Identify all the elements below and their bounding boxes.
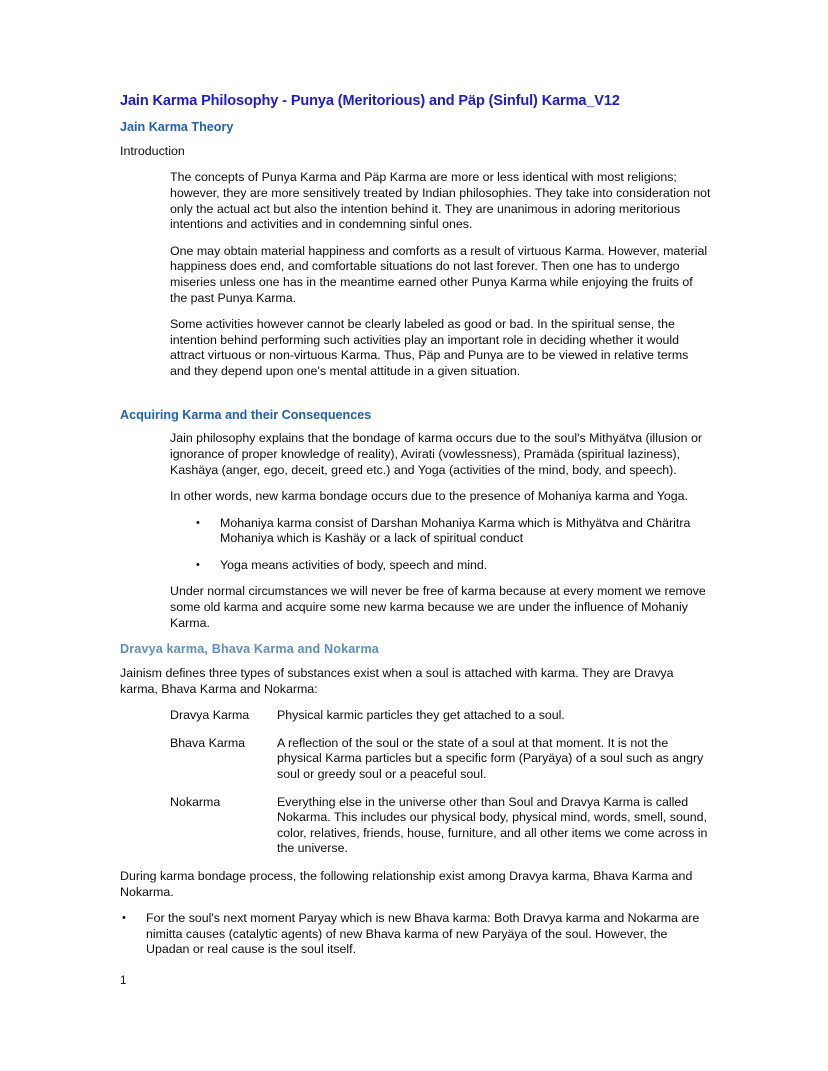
definition-term: Bhava Karma xyxy=(170,735,246,750)
definition-row xyxy=(170,736,712,783)
paragraph-intro-2: One may obtain material happiness and comforts as a result of virtuous Karma. However, material happiness does end, and comfortable situations do not last forever. Then one has to undergo miseries unless one has in the meantime earned other Punya Karma while enjoying the fruits of the past Punya Karma. xyxy=(170,243,708,305)
definition-term: Nokarma xyxy=(170,794,221,809)
section-heading-jain-karma-theory: Jain Karma Theory xyxy=(120,120,234,135)
paragraph-acquiring-3: Under normal circumstances we will never be free of karma because at every moment we remove some old karma and acquire some new karma because we are under the influence of Mohaniy Karma. xyxy=(170,584,706,630)
definition-list xyxy=(170,708,712,857)
list-item-label: Mohaniya karma consist of Darshan Mohaniya Karma which is Mithyätva and Chäritra Mohaniya which is Kashäy or a lack of spiritual conduct xyxy=(220,515,691,546)
list-item-label: Yoga means activities of body, speech and mind. xyxy=(220,557,488,572)
list-item-label: For the soul's next moment Paryay which is new Bhava karma: Both Dravya karma and Nokarma are nimitta causes (catalytic agents) of new Bhava karma of new Paryäya of the soul. However, the Upadan or real cause is the soul itself. xyxy=(146,911,700,957)
list-item xyxy=(196,558,712,574)
introduction-label: Introduction xyxy=(120,143,185,158)
definition-term: Dravya Karma xyxy=(170,708,250,723)
page-title: Jain Karma Philosophy - Punya (Meritorious) and Päp (Sinful) Karma_V12 xyxy=(120,93,620,109)
paragraph-intro-1: The concepts of Punya Karma and Päp Karma are more or less identical with most religions; however, they are more sensitively treated by Indian philosophies. They take into consideration not only the actual act but also the intention behind it. They are unanimous in adoring meritorious intentions and activities and in condemning sinful ones. xyxy=(170,170,711,232)
bullet-point-icon: • xyxy=(196,558,200,571)
paragraph-acquiring-1: Jain philosophy explains that the bondage of karma occurs due to the soul's Mithyätva (illusion or ignorance of proper knowledge of reality), Avirati (vowlessness), Pramäda (spiritual laziness), Kashäya (anger, ego, deceit, greed etc.) and Yoga (activities of the mind, body, and speech). xyxy=(170,431,703,477)
definition-description: Physical karmic particles they get attached to a soul. xyxy=(277,708,565,723)
paragraph-dravya-closing: During karma bondage process, the following relationship exist among Dravya karma, Bhava Karma and Nokarma. xyxy=(120,868,693,899)
section-heading-acquiring-karma: Acquiring Karma and their Consequences xyxy=(120,407,372,422)
paragraph-dravya-intro: Jainism defines three types of substances exist when a soul is attached with karma. They are Dravya karma, Bhava Karma and Nokarma: xyxy=(120,665,674,696)
definition-row xyxy=(170,708,712,724)
bullet-point-icon: • xyxy=(196,516,200,529)
page-number: 1 xyxy=(120,975,127,987)
paragraph-intro-3: Some activities however cannot be clearly labeled as good or bad. In the spiritual sense, the intention behind performing such activities play an important role in deciding whether it would attract virtuous or non-virtuous Karma. Thus, Päp and Punya are to be viewed in relative terms and they depend upon one's mental attitude in a given situation. xyxy=(170,317,689,378)
list-item xyxy=(122,911,712,958)
list-item xyxy=(196,516,712,547)
document-content xyxy=(120,92,712,969)
definition-description: Everything else in the universe other than Soul and Dravya Karma is called Nokarma. This includes our physical body, physical mind, words, smell, sound, color, relatives, friends, house, furniture, and all other items we come across in the universe. xyxy=(277,794,708,856)
section-heading-dravya-bhava-nokarma: Dravya karma, Bhava Karma and Nokarma xyxy=(120,642,379,657)
definition-row xyxy=(170,795,712,857)
bullet-point-icon: • xyxy=(122,912,126,925)
paragraph-acquiring-2: In other words, new karma bondage occurs due to the presence of Mohaniya karma and Yoga. xyxy=(170,489,688,504)
definition-description: A reflection of the soul or the state of a soul at that moment. It is not the physical Karma particles but a specific form (Paryäya) of a soul such as angry soul or greedy soul or a peaceful soul. xyxy=(277,735,704,781)
